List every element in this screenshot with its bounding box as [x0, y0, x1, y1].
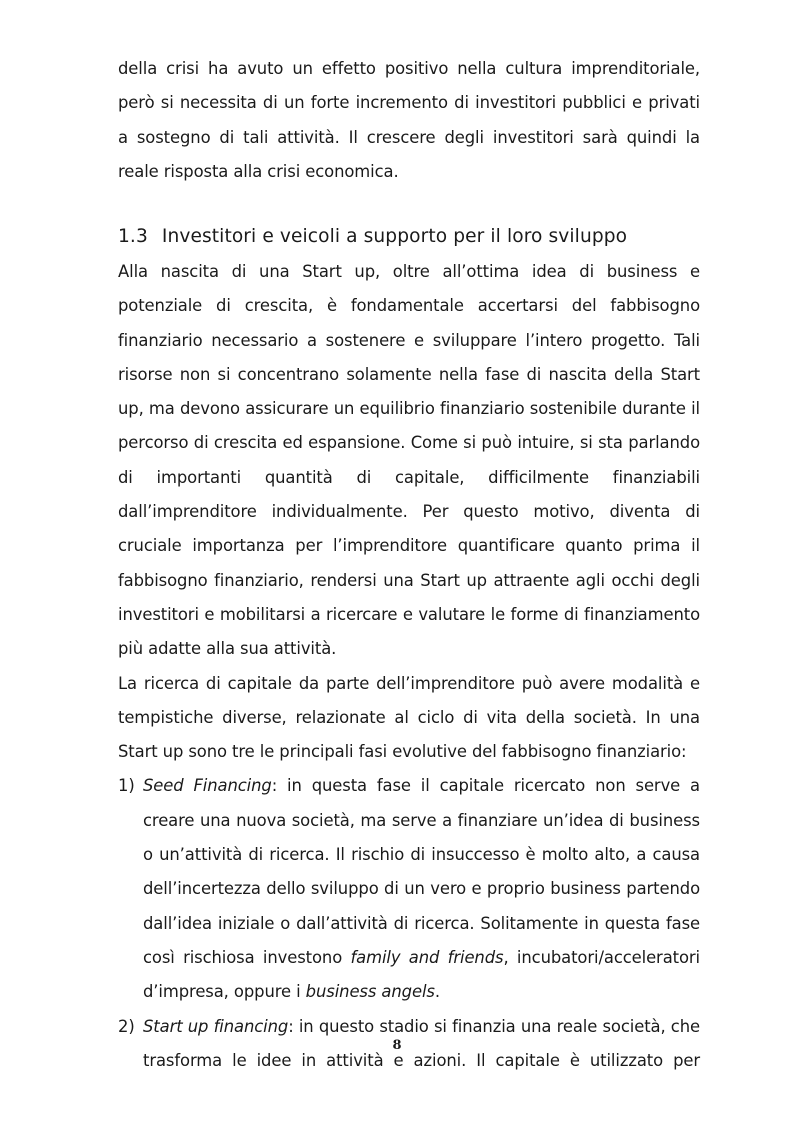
list-marker: 1)	[118, 776, 135, 796]
paragraph-2: La ricerca di capitale da parte dell’imprenditore può avere modalità e tempistiche diverse, relazionate al ciclo di vita della società. In una Start up sono tre le principali fasi evolutive del fabbisogno finanziario:	[118, 673, 700, 762]
list-term-2: family and friends	[350, 947, 504, 967]
section-heading	[118, 226, 627, 247]
page-number: 8	[392, 1038, 402, 1053]
list-text: : in questa fase il capitale ricercato non serve a creare una nuova società, ma serve a finanziare un’idea di business o un’attività di ricerca. Il rischio di insuccesso è molto alto, a causa dell’incertezza dello sviluppo di un vero e proprio business partendo dall’idea iniziale o dall’attività di ricerca. Solitamente in questa fase così rischiosa investono	[143, 776, 700, 967]
section-number: 1.3	[118, 226, 148, 247]
paragraph-1: Alla nascita di una Start up, oltre all’ottima idea di business e potenziale di crescita, è fondamentale accertarsi del fabbisogno finanziario necessario a sostenere e sviluppare l’intero progetto. Tali risorse non si concentrano solamente nella fase di nascita della Start up, ma devono assicurare un equilibrio finanziario sostenibile durante il percorso di crescita ed espansione. Come si può intuire, si sta parlando di importanti quantità di capitale, difficilmente finanziabili dall’imprenditore individualmente. Per questo motivo, diventa di cruciale importanza per l’imprenditore quantificare quanto prima il fabbisogno finanziario, rendersi una Start up attraente agli occhi degli investitori e mobilitarsi a ricercare e valutare le forme di finanziamento più adatte alla sua attività.	[118, 262, 700, 659]
body-block	[118, 255, 700, 1078]
list-term: Seed Financing	[143, 776, 272, 796]
list-term-3: business angels	[305, 982, 435, 1002]
list-marker: 2)	[118, 1016, 135, 1036]
top-paragraph: della crisi ha avuto un effetto positivo nella cultura imprenditoriale, però si necessita di un forte incremento di investitori pubblici e privati a sostegno di tali attività. Il crescere degli investitori sarà quindi la reale risposta alla crisi economica.	[118, 59, 700, 181]
phase-list	[118, 769, 700, 1078]
list-item	[118, 769, 700, 1009]
list-text: : in questo stadio si finanzia una reale società, che trasforma le idee in attività e azioni. Il capitale è utilizzato per	[143, 1016, 700, 1070]
list-term: Start up financing	[143, 1016, 289, 1036]
top-paragraph-block	[118, 52, 700, 189]
section-title: Investitori e veicoli a supporto per il loro sviluppo	[161, 226, 628, 247]
list-text-c: .	[434, 982, 440, 1002]
list-text-b: , incubatori/acceleratori d’impresa, oppure i	[143, 947, 700, 1002]
